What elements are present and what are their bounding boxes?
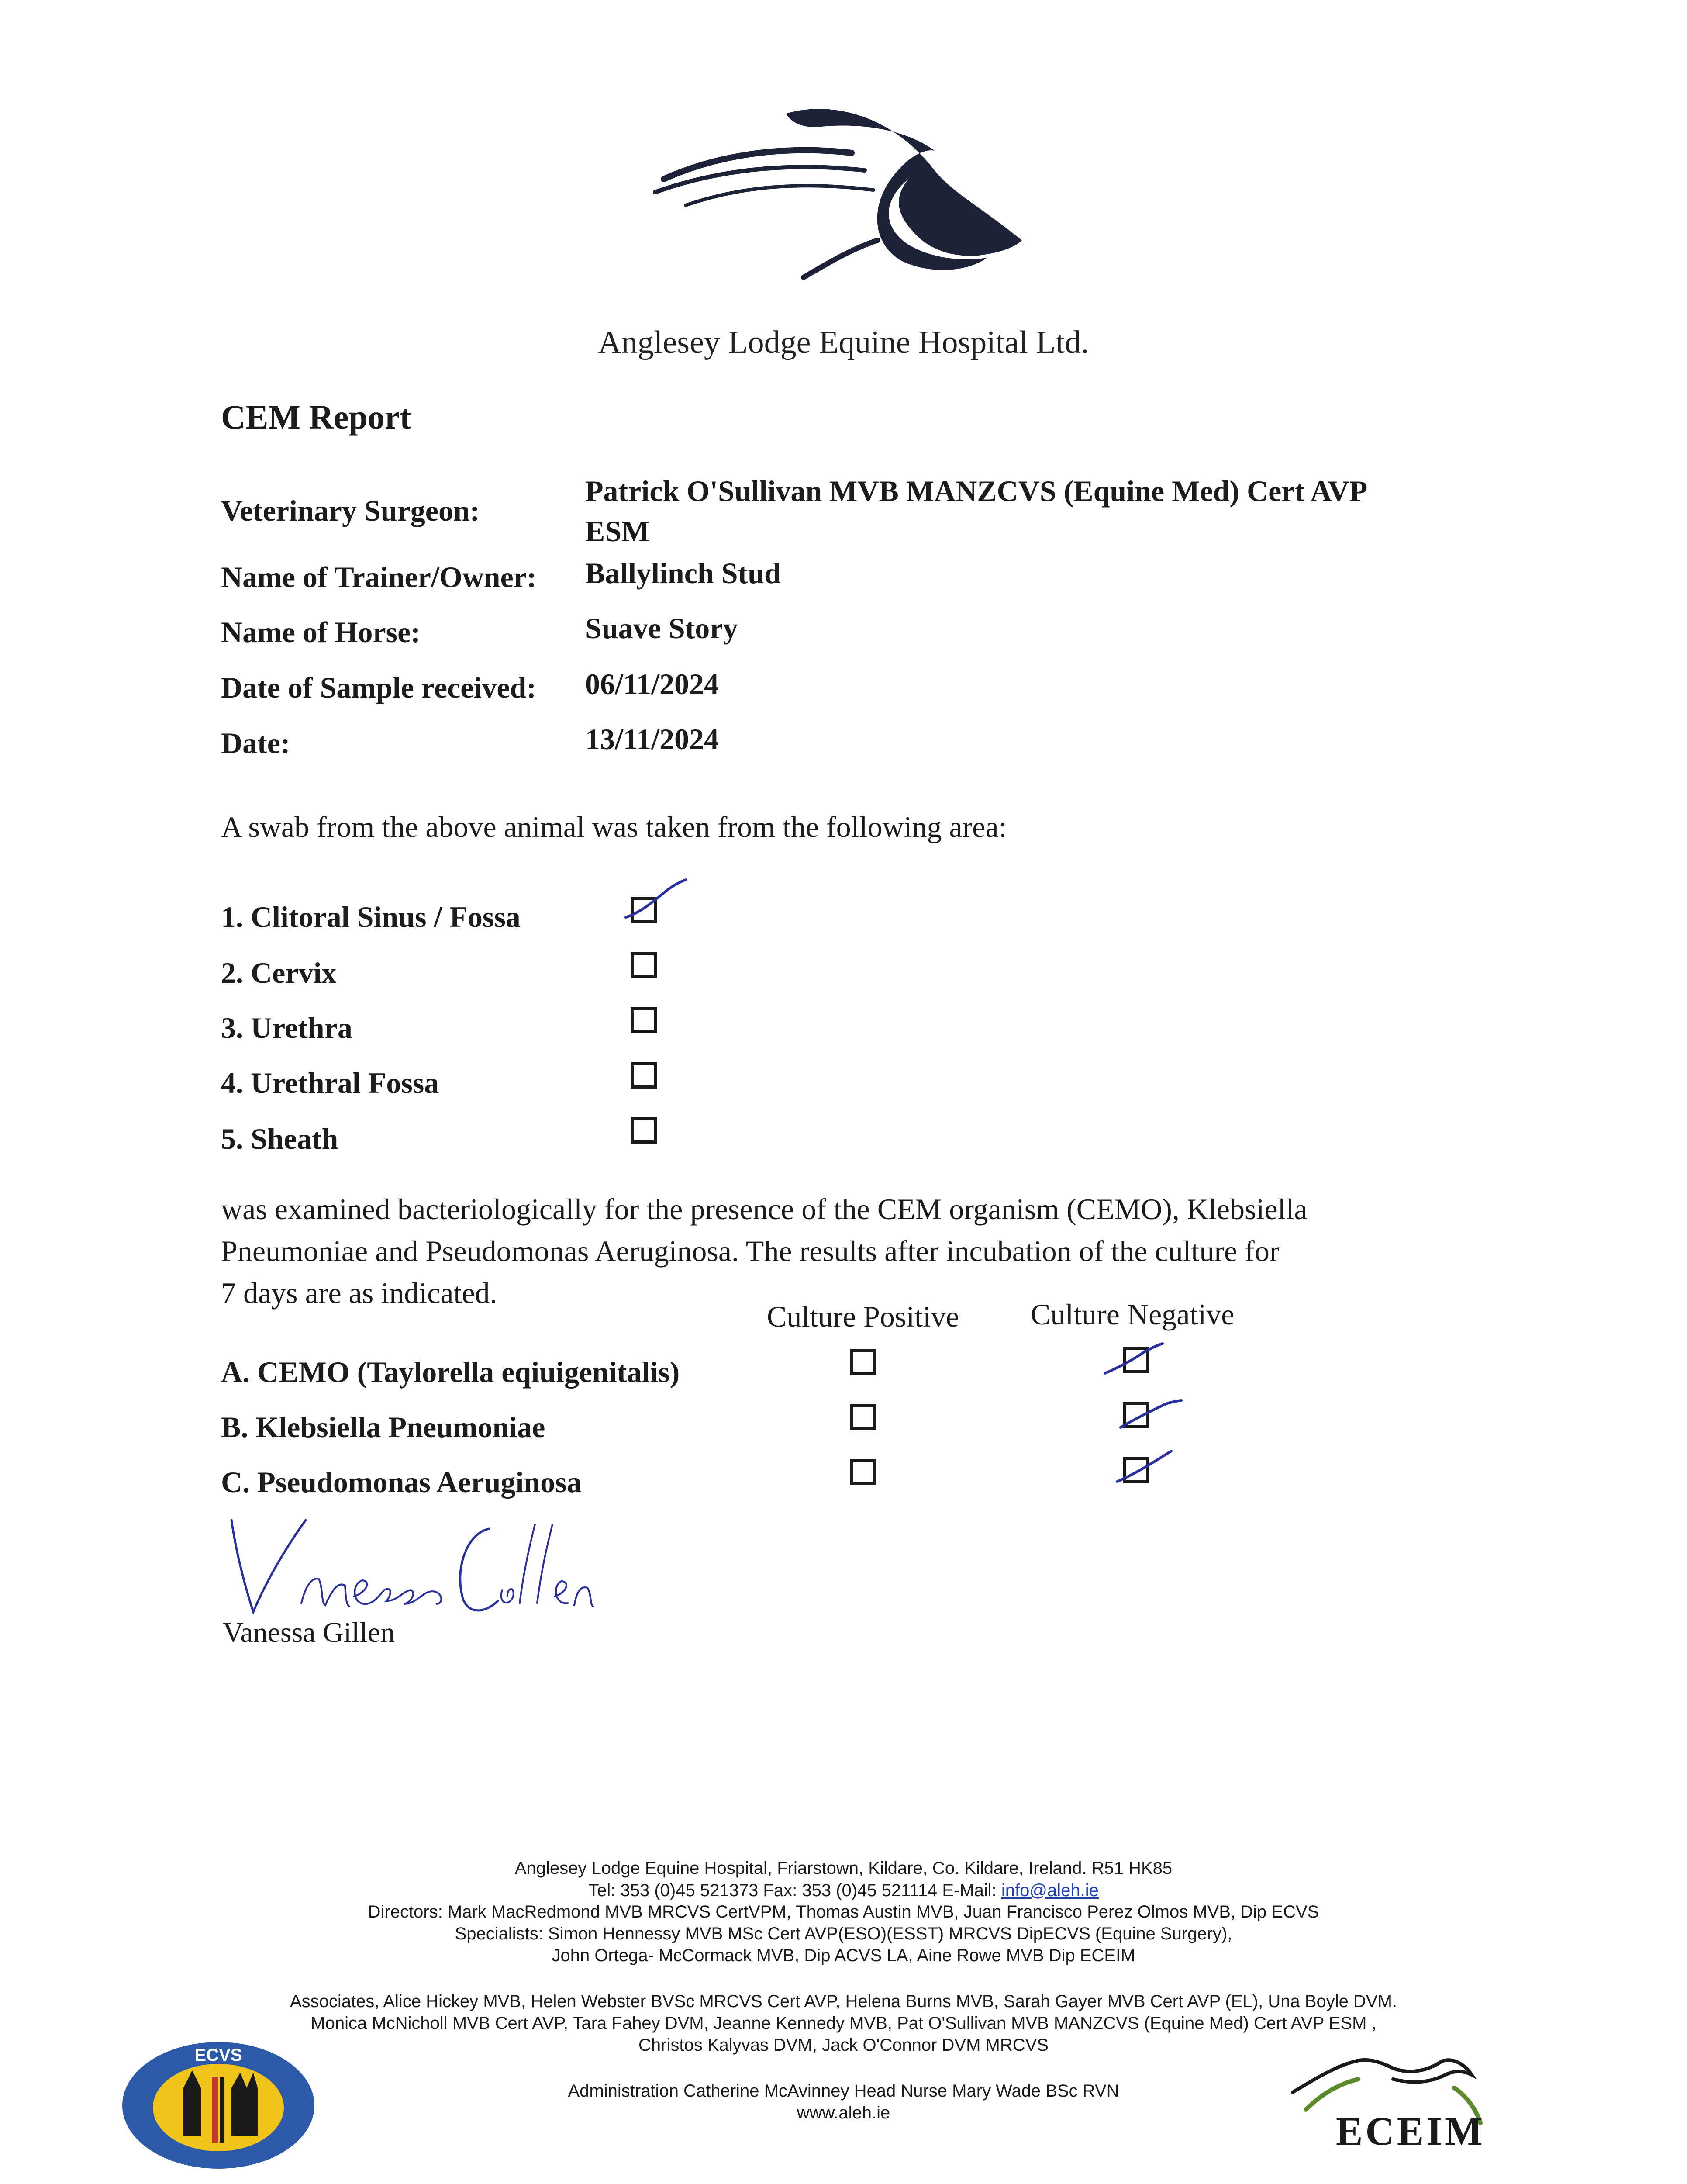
swab-area-5 <box>221 1122 338 1156</box>
check-mark-icon <box>1114 1441 1179 1489</box>
swab-area-number: 1. <box>221 900 243 933</box>
horse-name-value: Suave Story <box>585 612 738 645</box>
footer-email-link[interactable]: info@aleh.ie <box>1001 1881 1099 1900</box>
vet-surgeon-value <box>585 471 1367 551</box>
checkbox-urethra[interactable] <box>631 1007 657 1033</box>
footer-address: Anglesey Lodge Equine Hospital, Friarstown, Kildare, Co. Kildare, Ireland. R51 HK85 <box>514 1859 1173 1878</box>
swab-area-number: 3. <box>221 1011 243 1044</box>
swab-area-2 <box>221 956 336 990</box>
checkbox-sheath[interactable] <box>631 1117 657 1144</box>
checkbox-cemo-positive[interactable] <box>850 1349 876 1375</box>
ecvs-logo-title: ECVS <box>194 2046 242 2065</box>
swab-area-4 <box>221 1066 439 1100</box>
result-klebsiella-label: B. Klebsiella Pneumoniae <box>221 1410 545 1444</box>
footer-website: www.aleh.ie <box>797 2103 890 2122</box>
swab-area-number: 4. <box>221 1066 243 1099</box>
report-date-value: 13/11/2024 <box>585 722 719 756</box>
swab-area-name: Urethral Fossa <box>251 1066 439 1099</box>
horse-head-logo <box>646 105 1039 288</box>
swab-area-name: Urethra <box>251 1011 352 1044</box>
exam-text-line1: was examined bacteriologically for the presence of the CEM organism (CEMO), Klebsiella <box>221 1192 1308 1226</box>
check-mark-icon <box>1101 1335 1167 1383</box>
exam-text <box>221 1188 1400 1314</box>
swab-area-number: 2. <box>221 956 243 989</box>
footer-associates-1: Associates, Alice Hickey MVB, Helen Webster BVSc MRCVS Cert AVP, Helena Burns MVB, Sarah Gayer MVB Cert AVP (EL), Una Boyle DVM. <box>290 1992 1397 2011</box>
footer-contact-prefix: Tel: 353 (0)45 521373 Fax: 353 (0)45 521114 E-Mail: <box>588 1881 997 1900</box>
handwritten-signature <box>218 1503 594 1634</box>
exam-text-line2: Pneumoniae and Pseudomonas Aeruginosa. The results after incubation of the culture for <box>221 1234 1280 1268</box>
report-date-label: Date: <box>221 726 290 760</box>
ecvs-logo <box>118 2035 319 2171</box>
result-cemo-label: A. CEMO (Taylorella eqiuigenitalis) <box>221 1355 680 1389</box>
signatory-name: Vanessa Gillen <box>223 1617 395 1648</box>
exam-text-line3: 7 days are as indicated. <box>221 1276 497 1310</box>
swab-area-3 <box>221 1011 352 1045</box>
footer-admin: Administration Catherine McAvinney Head Nurse Mary Wade BSc RVN <box>568 2081 1119 2101</box>
eceim-logo-text: ECEIM <box>1336 2109 1485 2153</box>
report-title: CEM Report <box>221 398 411 436</box>
swab-area-name: Sheath <box>251 1122 338 1155</box>
vet-surgeon-label: Veterinary Surgeon: <box>221 494 480 527</box>
footer-associates-2: Monica McNicholl MVB Cert AVP, Tara Fahey DVM, Jeanne Kennedy MVB, Pat O'Sullivan MVB MANZCVS (Equine Med) Cert AVP ESM , <box>310 2014 1377 2033</box>
footer-contact <box>0 1881 1687 1901</box>
trainer-owner-label: Name of Trainer/Owner: <box>221 560 537 594</box>
horse-name-label: Name of Horse: <box>221 615 421 649</box>
footer-directors: Directors: Mark MacRedmond MVB MRCVS CertVPM, Thomas Austin MVB, Juan Francisco Perez Olmos MVB, Dip ECVS <box>368 1902 1319 1921</box>
culture-positive-header: Culture Positive <box>767 1300 959 1333</box>
footer-associates-3: Christos Kalyvas DVM, Jack O'Connor DVM MRCVS <box>638 2035 1049 2055</box>
footer-specialists-2: John Ortega- McCormack MVB, Dip ACVS LA, Aine Rowe MVB Dip ECEIM <box>552 1946 1135 1965</box>
result-pseudomonas-label: C. Pseudomonas Aeruginosa <box>221 1465 582 1499</box>
trainer-owner-value: Ballylinch Stud <box>585 556 781 590</box>
check-mark-icon <box>622 878 688 926</box>
vet-surgeon-value-line1: Patrick O'Sullivan MVB MANZCVS (Equine Med) Cert AVP <box>585 474 1368 508</box>
culture-negative-header: Culture Negative <box>1031 1298 1235 1331</box>
eceim-logo <box>1280 2027 1507 2158</box>
sample-date-value: 06/11/2024 <box>585 667 719 701</box>
checkbox-cervix[interactable] <box>631 952 657 978</box>
checkbox-pseudomonas-positive[interactable] <box>850 1459 876 1485</box>
swab-area-name: Cervix <box>251 956 337 989</box>
footer-specialists-1: Specialists: Simon Hennessy MVB MSc Cert AVP(ESO)(ESST) MRCVS DipECVS (Equine Surgery), <box>455 1924 1232 1943</box>
checkbox-urethral-fossa[interactable] <box>631 1062 657 1089</box>
checkbox-klebsiella-positive[interactable] <box>850 1404 876 1430</box>
vet-surgeon-value-line2: ESM <box>585 515 650 548</box>
sample-date-label: Date of Sample received: <box>221 671 536 704</box>
check-mark-icon <box>1118 1388 1183 1436</box>
swab-area-name: Clitoral Sinus / Fossa <box>251 900 521 933</box>
swab-intro: A swab from the above animal was taken from the following area: <box>221 810 1007 843</box>
swab-area-1 <box>221 900 521 934</box>
hospital-name: Anglesey Lodge Equine Hospital Ltd. <box>598 325 1089 360</box>
swab-area-number: 5. <box>221 1122 243 1155</box>
